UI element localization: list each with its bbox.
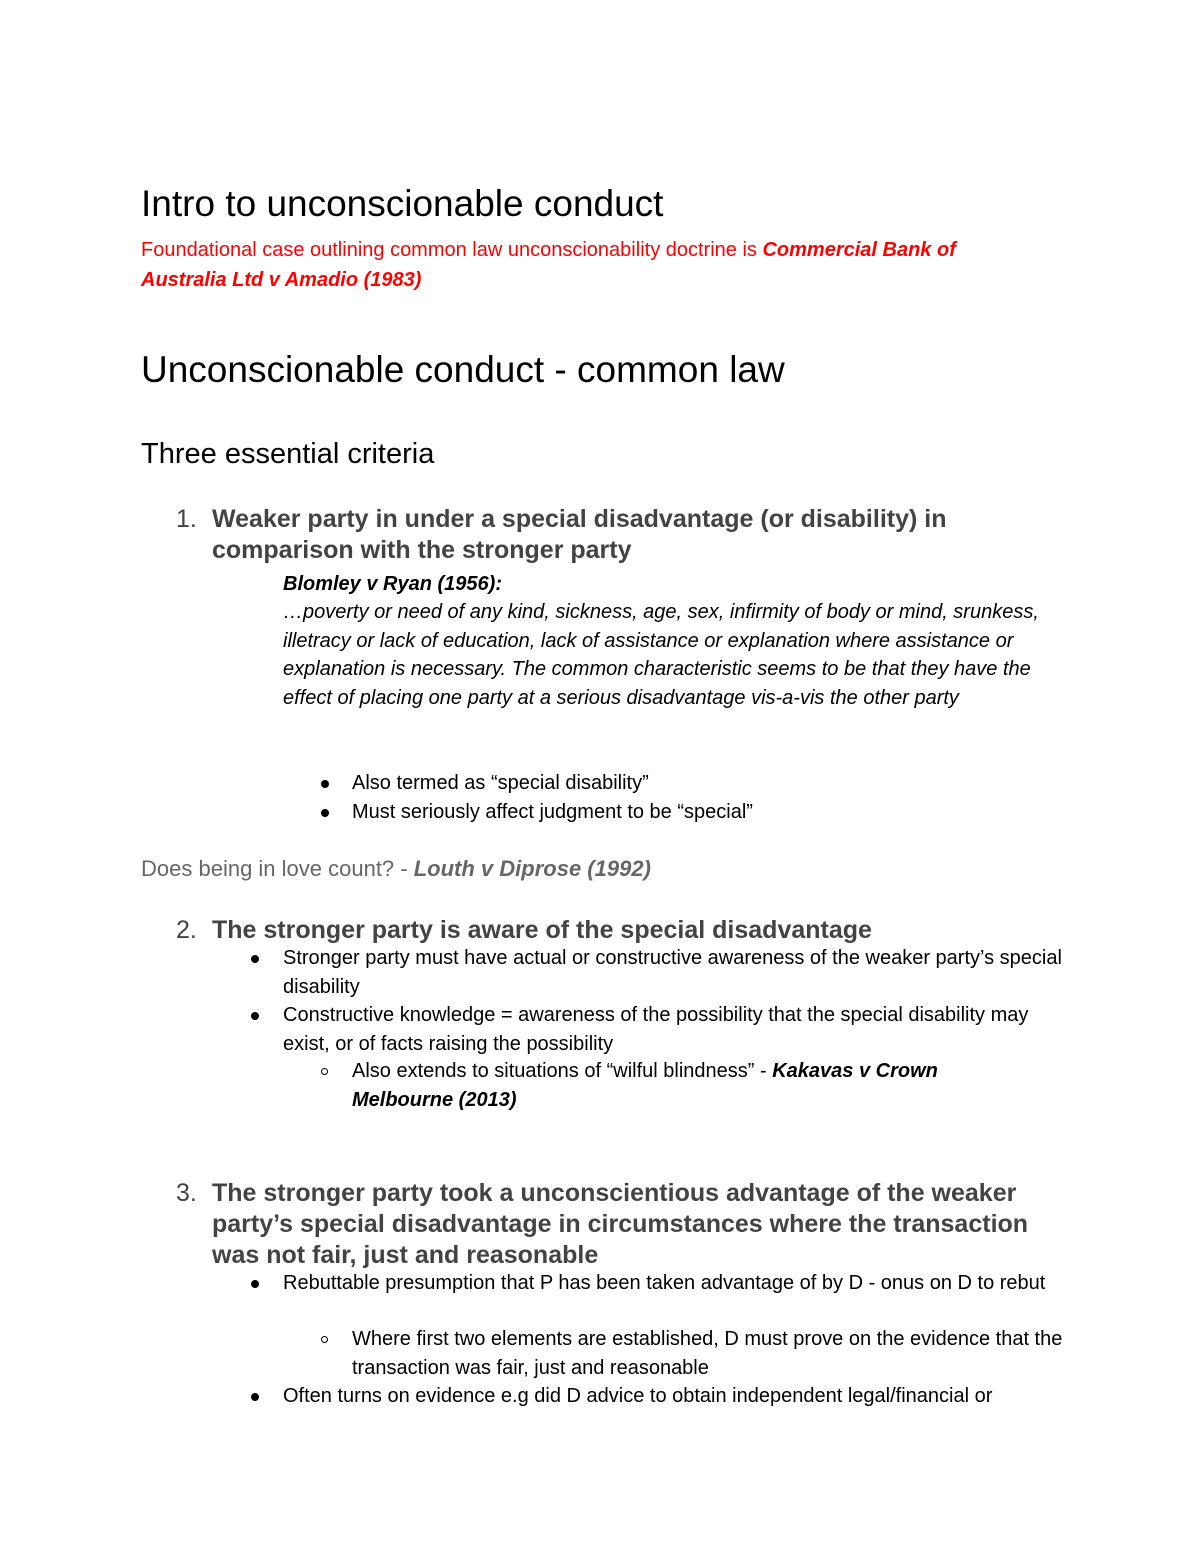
criterion-2-heading: The stronger party is aware of the special disadvantage <box>212 916 872 944</box>
intro-case: Commercial Bank of Australia Ltd v Amadio (1983) <box>141 239 956 291</box>
subsection-title: Three essential criteria <box>141 438 435 470</box>
love-question-case: Louth v Diprose (1992) <box>413 856 651 881</box>
document-title: Intro to unconscionable conduct <box>141 183 664 224</box>
sub-bullet-circle-icon <box>321 1336 328 1343</box>
bullet-icon <box>321 809 329 817</box>
criterion-3-heading: The stronger party took a unconscientious advantage of the weaker party’s special disadvantage in circumstances where the transaction was not fair, just and reasonable <box>212 1179 1029 1269</box>
criterion-3-sub-bullet: Where first two elements are established, D must prove on the evidence that the transaction was fair, just and reasonable <box>352 1328 1063 1379</box>
criterion-2-sub-bullet-text: Also extends to situations of “wilful blindness” - <box>352 1060 773 1082</box>
intro-paragraph <box>141 235 1041 295</box>
love-question <box>141 854 651 884</box>
criterion-1-bullet-1: Also termed as “special disability” <box>352 772 649 794</box>
criterion-2-sub-bullet-case: Kakavas v Crown Melbourne (2013) <box>352 1060 938 1111</box>
intro-text: Foundational case outlining common law unconscionability doctrine is <box>141 239 763 261</box>
criterion-1-case-ref: Blomley v Ryan (1956): <box>283 573 502 595</box>
criterion-3-number: 3. <box>176 1179 197 1207</box>
bullet-icon <box>251 955 259 963</box>
criterion-1-bullet-2: Must seriously affect judgment to be “special” <box>352 801 753 823</box>
criterion-3-bullet-1: Rebuttable presumption that P has been taken advantage of by D - onus on D to rebut <box>283 1272 1046 1294</box>
bullet-icon <box>321 780 329 788</box>
criterion-2-sub-bullet <box>352 1057 1032 1114</box>
bullet-icon <box>251 1280 259 1288</box>
bullet-icon <box>251 1012 259 1020</box>
criterion-1-quote: …poverty or need of any kind, sickness, age, sex, infirmity of body or mind, srunkess, illetracy or lack of education, lack of assistance or explanation where assistance or explanation is necessary. The common characteristic seems to be that they have the effect of placing one party at a serious disadvantage vis-a-vis the other party <box>283 601 1039 710</box>
criterion-2-bullet-1: Stronger party must have actual or constructive awareness of the weaker party’s special disability <box>283 947 1062 998</box>
bullet-icon <box>251 1393 259 1401</box>
section-title: Unconscionable conduct - common law <box>141 349 785 390</box>
love-question-text: Does being in love count? - <box>141 856 414 881</box>
criterion-2-bullet-2: Constructive knowledge = awareness of the possibility that the special disability may exist, or of facts raising the possibility <box>283 1004 1029 1055</box>
criterion-1-heading: Weaker party in under a special disadvantage (or disability) in comparison with the stronger party <box>212 505 947 564</box>
criterion-2-number: 2. <box>176 916 197 944</box>
criterion-3-bullet-2: Often turns on evidence e.g did D advice to obtain independent legal/financial or <box>283 1385 993 1407</box>
sub-bullet-circle-icon <box>321 1068 328 1075</box>
criterion-1-number: 1. <box>176 505 197 533</box>
